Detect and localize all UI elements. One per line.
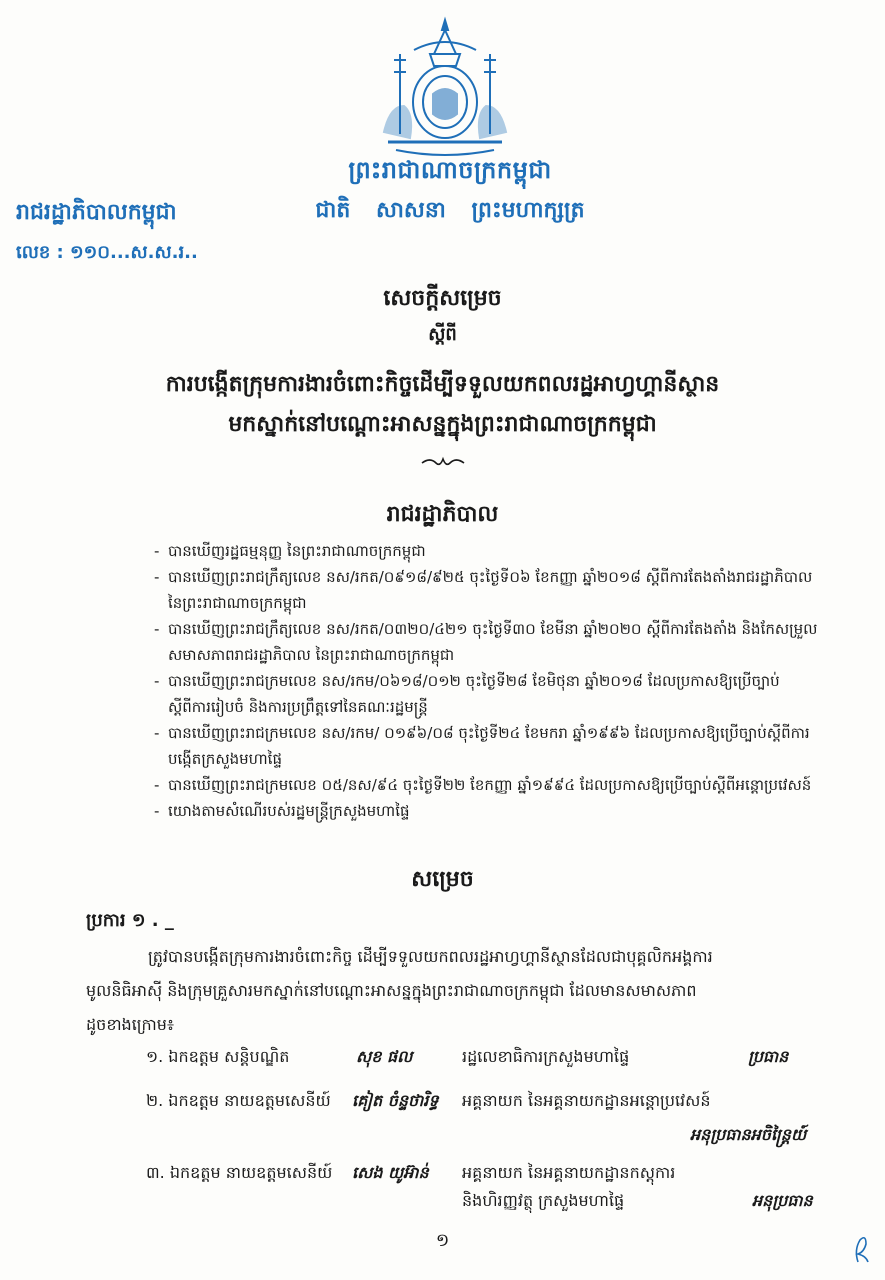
- subject-line-2: មកស្នាក់នៅបណ្តោះអាសន្នក្នុងព្រះរាជាណាចក្រកម្ពុជា: [228, 412, 657, 437]
- kingdom-heading: ព្រះរាជាណាចក្រកម្ពុជា: [348, 156, 552, 184]
- regarding-label: ស្តីពី: [428, 324, 457, 345]
- member-3-role: អនុប្រធាន: [752, 1191, 813, 1210]
- national-motto: ជាតិ សាសនា ព្រះមហាក្សត្រ: [315, 198, 585, 223]
- member-2-prefix: ២. ឯកឧត្តម នាយឧត្តមសេនីយ៍: [146, 1091, 331, 1110]
- visa-item-continuation: សមាសភាពរាជរដ្ឋាភិបាល នៃព្រះរាជាណាចក្រកម្ពុជា: [168, 646, 455, 664]
- document-number: លេខ : ១១០...ស.ស.រ..: [16, 242, 198, 263]
- member-3-name: សេង យូអ៊ាន់: [352, 1163, 429, 1182]
- visa-item: - យោងតាមសំណើរបស់រដ្ឋមន្ត្រីក្រសួងមហាផ្ទៃ: [154, 802, 410, 820]
- visa-item-continuation: នៃព្រះរាជាណាចក្រកម្ពុជា: [168, 594, 307, 612]
- member-1-prefix: ១. ឯកឧត្តម សន្តិបណ្ឌិត: [146, 1047, 290, 1066]
- visa-item-continuation: ស្តីពីការរៀបចំ និងការប្រព្រឹត្តទៅនៃគណៈរដ្ឋមន្ត្រី: [168, 698, 428, 716]
- visa-item: - បានឃើញរដ្ឋធម្មនុញ្ញ នៃព្រះរាជាណាចក្រកម្ពុជា: [154, 542, 426, 560]
- member-3-prefix: ៣. ឯកឧត្តម នាយឧត្តមសេនីយ៍: [146, 1163, 333, 1182]
- article-1-label: ប្រការ ១ . _: [86, 910, 174, 931]
- visa-item: - បានឃើញព្រះរាជក្រមលេខ នស/រកម/ ០១៩៦/០៨ ចុះថ្ងៃទី២៤ ខែមករា ឆ្នាំ១៩៩៦ ដែលប្រកាសឱ្យប្រើច្បាប់ស្តីពីការ: [154, 724, 810, 742]
- visa-item: - បានឃើញព្រះរាជក្រមលេខ ០៥/នស/៩៤ ចុះថ្ងៃទី២២ ខែកញ្ញា ឆ្នាំ១៩៩៤ ដែលប្រកាសឱ្យប្រើច្បាប់ស្តីពីអន្តោប្រវេសន៍: [154, 776, 812, 794]
- decides-heading: សម្រេច: [411, 867, 474, 892]
- article-1-line-2: មូលនិធិអាស៊ី និងក្រុមគ្រួសារមកស្នាក់នៅបណ្តោះអាសន្នក្នុងព្រះរាជាណាចក្រកម្ពុជា ដែលមានសមាសភាព: [86, 981, 697, 1000]
- decorative-ornament-divider: [420, 455, 466, 469]
- member-1-role: ប្រធាន: [748, 1047, 789, 1066]
- subject-line-1: ការបង្កើតក្រុមការងារចំពោះកិច្ចដើម្បីទទួលយកពលរដ្ឋអាហ្វហ្គានីស្ថាន: [165, 372, 720, 397]
- member-1-name: សុខ ផល: [356, 1047, 413, 1066]
- page-number: ១: [435, 1230, 450, 1251]
- article-1-line-3: ដូចខាងក្រោម៖: [86, 1015, 174, 1034]
- visa-item: - បានឃើញព្រះរាជក្រឹត្យលេខ នស/រកត/០៩១៨/៩២៥ ចុះថ្ងៃទី០៦ ខែកញ្ញា ឆ្នាំ២០១៨ ស្តីពីការតែងតាំងរាជរដ្ឋាភិបាល: [154, 568, 813, 586]
- visa-item: - បានឃើញព្រះរាជក្រមលេខ នស/រកម/០៦១៨/០១២ ចុះថ្ងៃទី២៨ ខែមិថុនា ឆ្នាំ២០១៨ ដែលប្រកាសឱ្យប្រើច្បាប់: [154, 672, 780, 690]
- member-2-role: អនុប្រធានអចិន្ត្រៃយ៍: [690, 1125, 807, 1144]
- member-2-name: គៀត ចំន្ទថារិទ្ធ: [352, 1091, 439, 1110]
- visa-list: [154, 538, 854, 824]
- issuing-authority: រាជរដ្ឋាភិបាលកម្ពុជា: [16, 200, 177, 225]
- article-1-line-1: ត្រូវបានបង្កើតក្រុមការងារចំពោះកិច្ច ដើម្បីទទួលយកពលរដ្ឋអាហ្វហ្គានីស្ថានដែលជាបុគ្គលិកអង្គការ: [148, 947, 713, 966]
- member-3-position: អគ្គនាយក នៃអគ្គនាយកដ្ឋានកស្តុការ: [462, 1163, 676, 1182]
- initials-mark: [852, 1232, 872, 1264]
- authority-heading: រាជរដ្ឋាភិបាល: [386, 502, 499, 527]
- article-1-body: [86, 940, 838, 1042]
- visa-item: - បានឃើញព្រះរាជក្រឹត្យលេខ នស/រកត/០៣២០/៤២១ ចុះថ្ងៃទី៣០ ខែមីនា ឆ្នាំ២០២០ ស្តីពីការតែងតាំង និងកែសម្រួល: [154, 620, 818, 638]
- member-3-position-continued: និងហិរញ្ញវត្ថុ ក្រសួងមហាផ្ទៃ: [462, 1191, 625, 1210]
- royal-coat-of-arms-emblem: [370, 14, 520, 164]
- document-type-title: សេចក្តីសម្រេច: [383, 286, 502, 311]
- member-2-position: អគ្គនាយក នៃអគ្គនាយកដ្ឋានអន្តោប្រវេសន៍: [462, 1091, 711, 1110]
- member-1-position: រដ្ឋលេខាធិការក្រសួងមហាផ្ទៃ: [462, 1047, 630, 1066]
- visa-item-continuation: បង្កើតក្រសួងមហាផ្ទៃ: [168, 750, 282, 768]
